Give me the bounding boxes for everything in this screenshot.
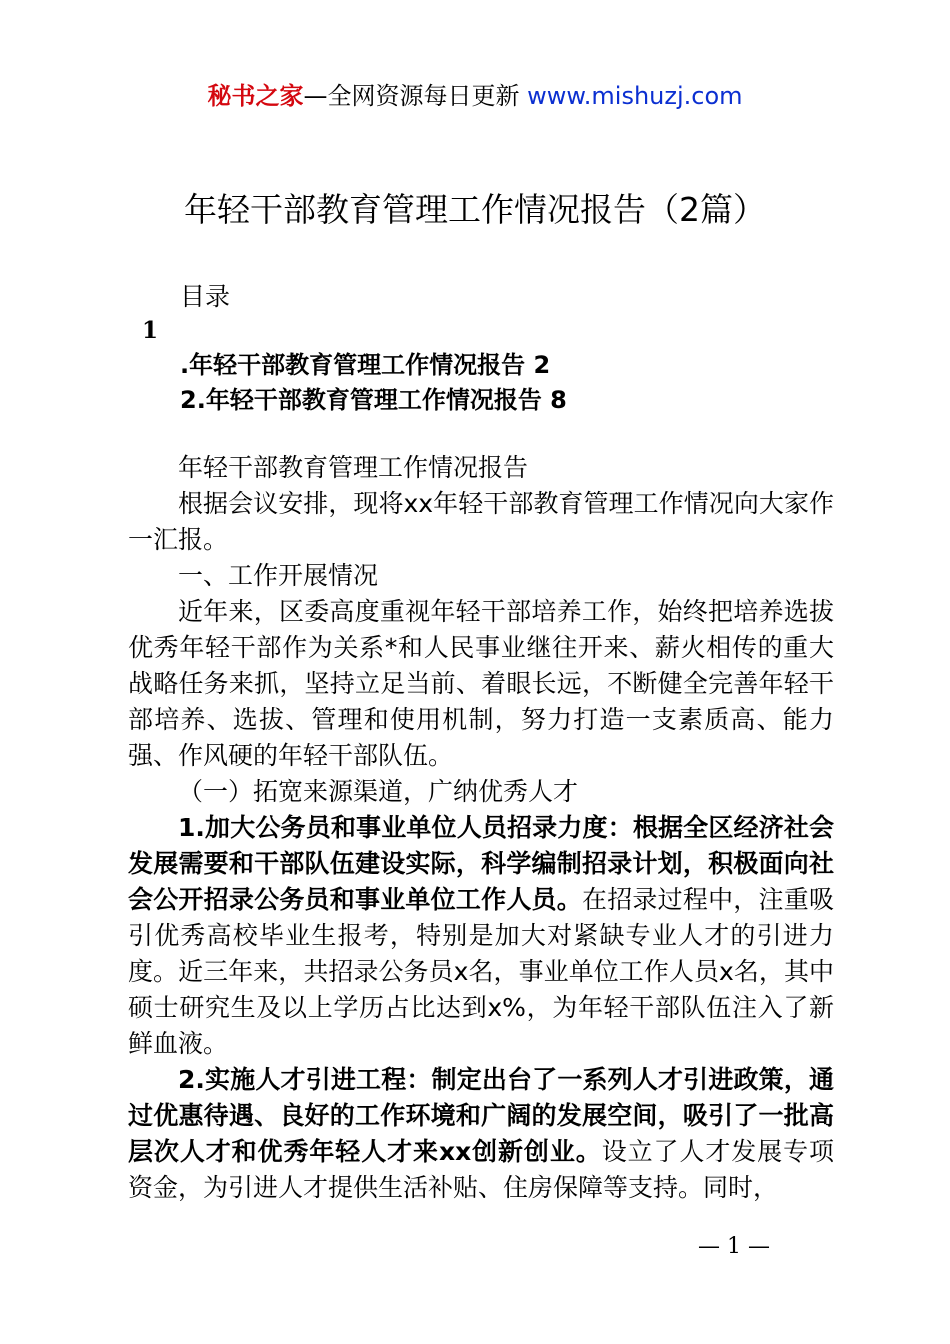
- page-number: — 1 —: [698, 1234, 770, 1259]
- paragraph: 近年来，区委高度重视年轻干部培养工作，始终把培养选拔优秀年轻干部作为关系*和人民事业继往开来、薪火相传的重大战略任务来抓，坚持立足当前、着眼长远，不断健全完善年轻干部培养、选拔、管理和使用机制，努力打造一支素质高、能力强、作风硬的年轻干部队伍。: [128, 597, 834, 770]
- section-heading: 一、工作开展情况: [178, 561, 379, 590]
- toc-label: 目录: [180, 282, 231, 311]
- banner-url-link[interactable]: www.mishuzj.com: [527, 82, 743, 110]
- bold-lead: 1.加大公务员和事业单位人员招录力度：根据全区经济社会发展需要和干部队伍建设实际，科学编制招录计划，积极面向社会公开招录公务员和事业单位工作人员。: [128, 813, 834, 914]
- document-body: [128, 450, 834, 1206]
- brand-name: 秘书之家: [207, 82, 304, 110]
- site-banner: [0, 80, 950, 112]
- toc-item-2[interactable]: 2.年轻干部教育管理工作情况报告 8: [180, 386, 567, 414]
- subsection-heading: （一）拓宽来源渠道，广纳优秀人才: [178, 777, 579, 806]
- numbered-paragraph-2: [128, 1062, 834, 1206]
- paragraph-text: 在招录过程中，注重吸引优秀高校毕业生报考，特别是加大对紧缺专业人才的引进力度。近三年来，共招录公务员x名，事业单位工作人员x名，其中硕士研究生及以上学历占比达到x%，为年轻干部队伍注入了新鲜血液。: [128, 885, 834, 1058]
- paragraph-text: 设立了人才发展专项资金，为引进人才提供生活补贴、住房保障等支持。同时，: [128, 1137, 834, 1202]
- document-title: 年轻干部教育管理工作情况报告（2篇）: [184, 190, 766, 229]
- intro-paragraph: 根据会议安排，现将xx年轻干部教育管理工作情况向大家作一汇报。: [128, 489, 834, 554]
- toc-number: 1: [142, 317, 159, 344]
- banner-tagline: —全网资源每日更新: [303, 82, 520, 110]
- report-heading: 年轻干部教育管理工作情况报告: [178, 453, 529, 482]
- bold-lead: 2.实施人才引进工程：制定出台了一系列人才引进政策，通过优惠待遇、良好的工作环境和广阔的发展空间，吸引了一批高层次人才和优秀年轻人才来xx创新创业。: [128, 1065, 834, 1166]
- numbered-paragraph-1: [128, 810, 834, 1062]
- toc-item-1[interactable]: .年轻干部教育管理工作情况报告 2: [180, 351, 551, 379]
